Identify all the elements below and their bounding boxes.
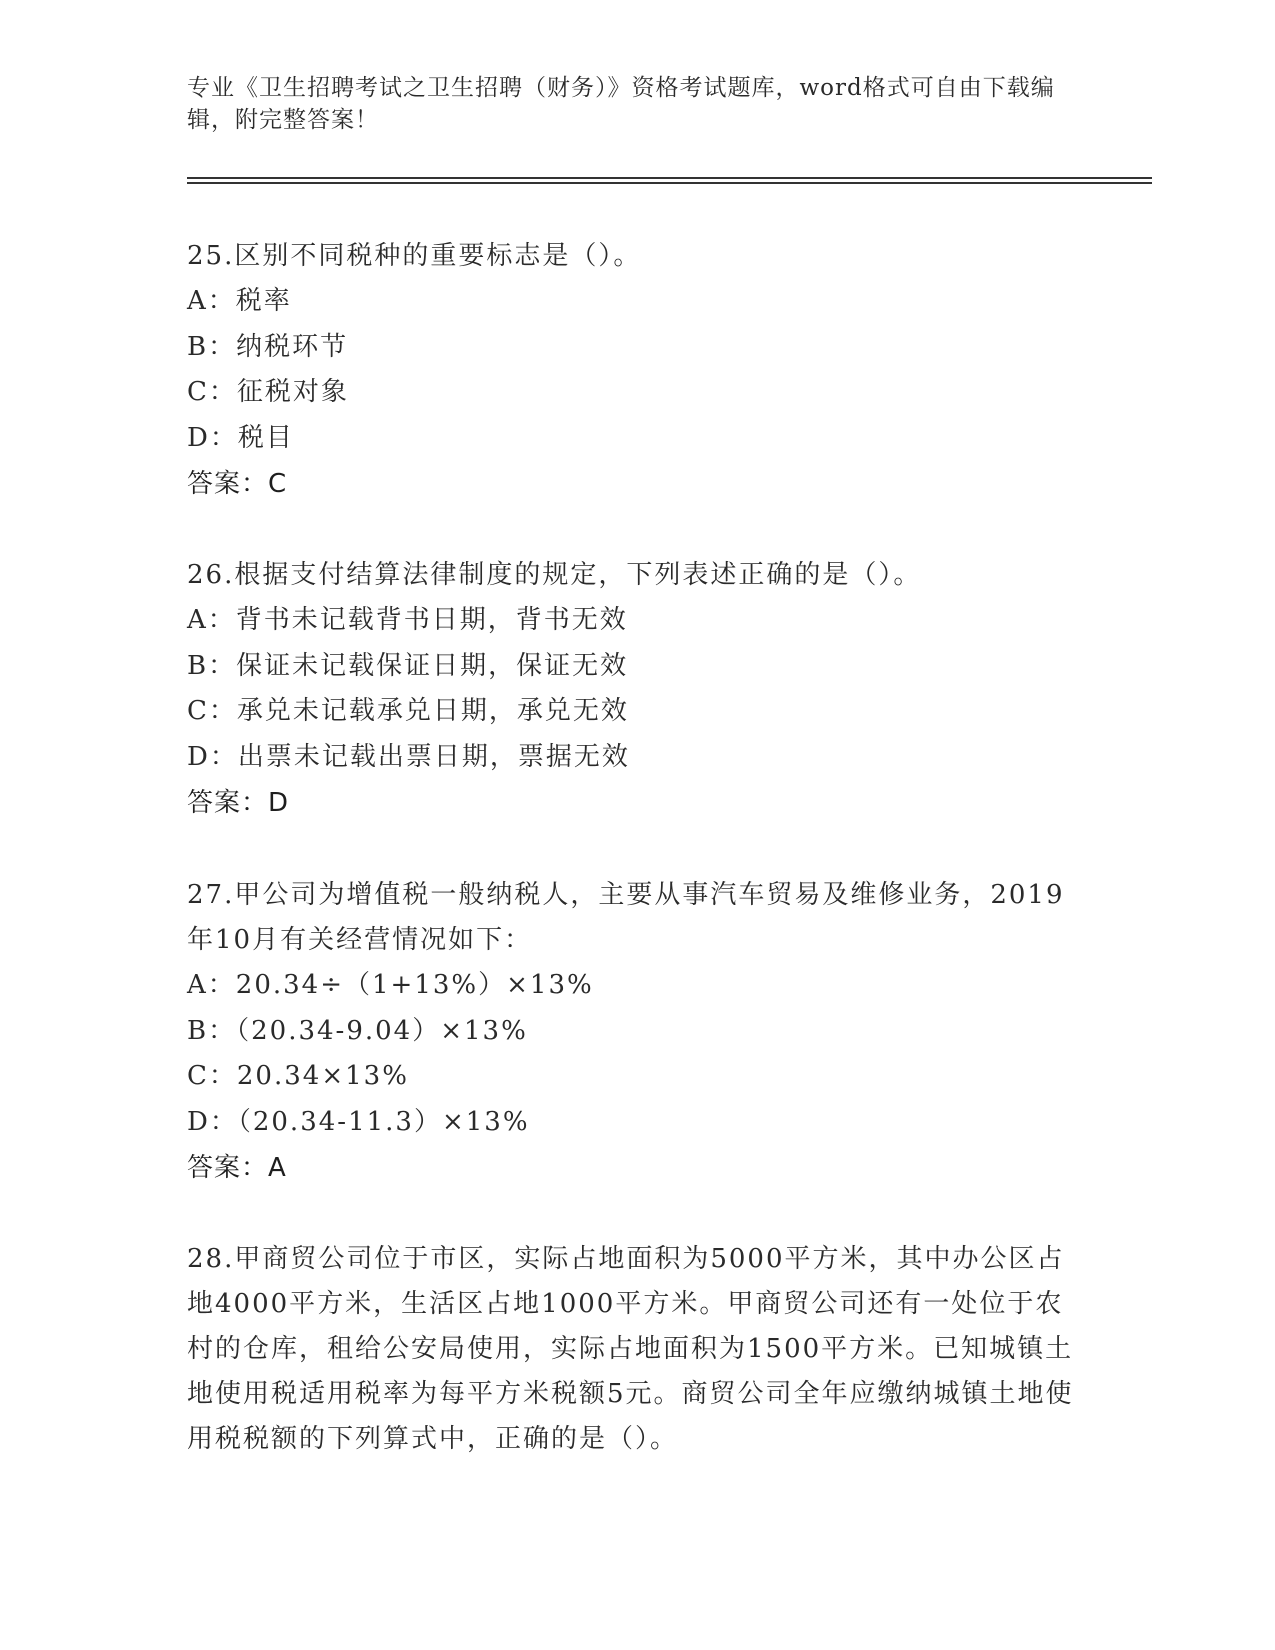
question-27 xyxy=(187,873,1087,1191)
header-divider-top xyxy=(187,177,1152,179)
option-b: B：保证未记载保证日期，保证无效 xyxy=(187,650,629,681)
option-d: D：出票未记载出票日期，票据无效 xyxy=(187,741,630,772)
question-25 xyxy=(187,234,1087,507)
option-b: B：（20.34-9.04）×13% xyxy=(187,1015,528,1046)
option-d: D：（20.34-11.3）×13% xyxy=(187,1106,530,1137)
option-b: B：纳税环节 xyxy=(187,331,349,362)
answer: 答案：D xyxy=(187,788,290,818)
question-stem: 25.区别不同税种的重要标志是（）。 xyxy=(187,241,642,271)
answer: 答案：C xyxy=(187,469,288,499)
option-a: A：背书未记载背书日期，背书无效 xyxy=(187,605,628,635)
header-divider-bottom xyxy=(187,182,1152,184)
question-stem: 28.甲商贸公司位于市区，实际占地面积为5000平方米，其中办公区占地4000平方米，生活区占地1000平方米。甲商贸公司还有一处位于农村的仓库，租给公安局使用，实际占地面积为1500平方米。已知城镇土地使用税适用税率为每平方米税额5元。商贸公司全年应缴纳城镇土地使用税税额的下列算式中，正确的是（）。 xyxy=(187,1244,1074,1454)
document-header: 专业《卫生招聘考试之卫生招聘（财务）》资格考试题库，word格式可自由下载编辑，附完整答案！ xyxy=(187,75,1055,133)
answer: 答案：A xyxy=(187,1153,287,1183)
question-stem: 27.甲公司为增值税一般纳税人，主要从事汽车贸易及维修业务，2019年10月有关经营情况如下： xyxy=(187,880,1065,955)
option-a: A：税率 xyxy=(187,286,292,316)
option-c: C：征税对象 xyxy=(187,377,349,407)
question-28 xyxy=(187,1237,1087,1462)
option-c: C：20.34×13% xyxy=(187,1061,409,1091)
option-a: A：20.34÷（1+13%）×13% xyxy=(187,970,594,1000)
option-c: C：承兑未记载承兑日期，承兑无效 xyxy=(187,696,629,726)
question-stem: 26.根据支付结算法律制度的规定，下列表述正确的是（）。 xyxy=(187,560,922,590)
question-26 xyxy=(187,553,1087,826)
option-d: D：税目 xyxy=(187,422,294,453)
